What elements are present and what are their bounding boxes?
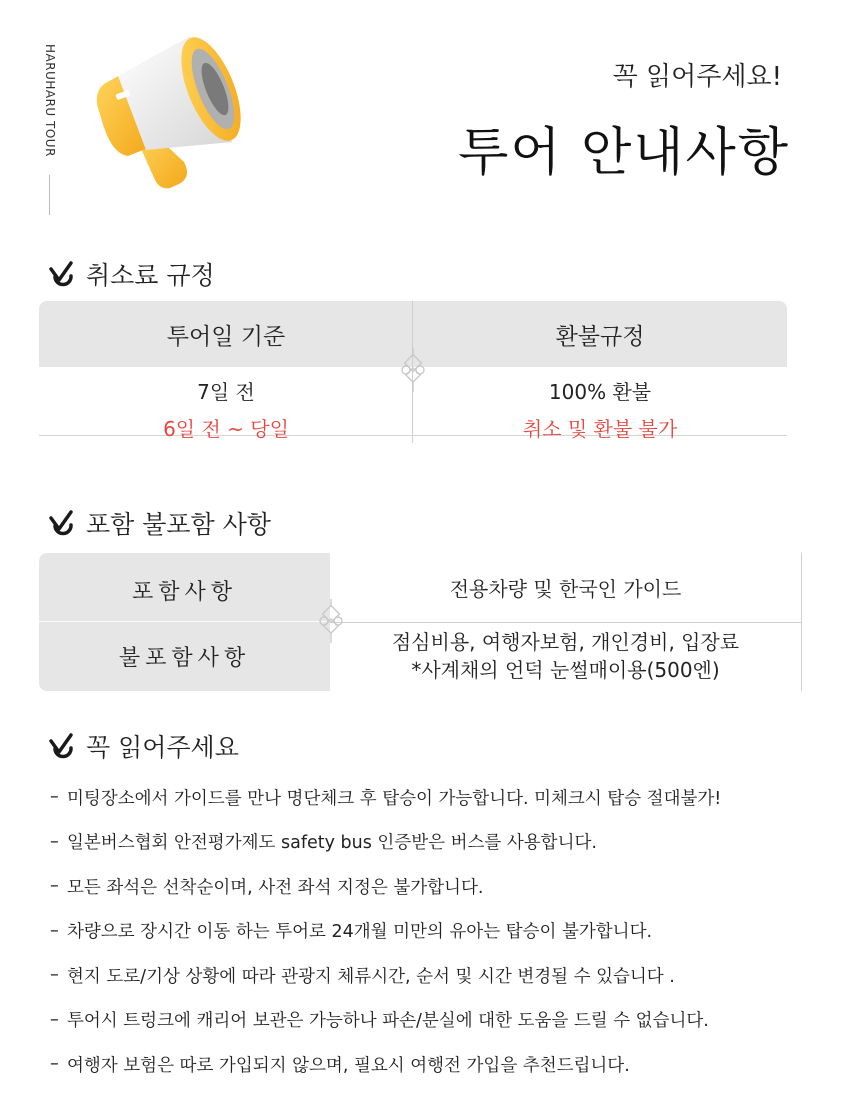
header-subtitle: 꼭 읽어주세요! [612,62,782,92]
page-title: 투어 안내사항 [458,123,790,183]
refund-column [413,367,787,441]
list-item [50,1042,721,1087]
dash-bullet: – [50,1054,59,1075]
list-item-text: 미팅장소에서 가이드를 만나 명단체크 후 탑승이 가능합니다. 미체크시 탑승 절대불가! [67,788,722,809]
list-item-text: 여행자 보험은 따로 가입되지 않으며, 필요시 여행전 가입을 추천드립니다. [67,1055,630,1076]
section-title: 포함 불포함 사항 [86,510,271,539]
list-item [50,820,721,865]
excluded-label: 불포함사항 [118,646,251,671]
dash-bullet: – [50,965,59,986]
list-item-text: 모든 좌석은 선착순이며, 사전 좌석 지정은 불가합니다. [67,877,484,898]
cancellation-table [39,301,787,443]
list-item-text: 차량으로 장시간 이동 하는 투어로 24개월 미만의 유아는 탑승이 불가합니다. [67,922,653,943]
list-item-text: 일본버스협회 안전평가제도 safety bus 인증받은 버스를 사용합니다. [67,833,597,854]
included-label: 포함사항 [131,580,237,605]
check-icon [48,733,74,759]
ornament-knot-icon [318,599,344,643]
section-heading-cancel [48,256,215,292]
list-item [50,864,721,909]
brand-divider [49,175,50,215]
included-value: 전용차량 및 한국인 가이드 [330,553,801,623]
dash-bullet: – [50,920,59,941]
table-cell: 취소 및 환불 불가 [522,417,678,441]
list-item [50,775,721,820]
notice-list [50,775,721,1087]
list-item [50,909,721,954]
list-item-text: 현지 도로/기상 상황에 따라 관광지 체류시간, 순서 및 시간 변경될 수 있습니다 . [67,966,675,987]
dash-bullet: – [50,831,59,852]
dash-bullet: – [50,876,59,897]
table-cell: 6일 전 ~ 당일 [163,417,289,441]
excluded-line: *사계채의 언덕 눈썰매이용(500엔) [411,658,720,682]
inclusion-table [39,553,802,691]
dash-bullet: – [50,787,59,808]
megaphone-icon [82,22,257,197]
table-cell: 100% 환불 [548,380,652,404]
basis-column [39,367,413,441]
list-item [50,998,721,1043]
section-heading-notice [48,728,239,764]
list-item-text: 투어시 트렁크에 캐리어 보관은 가능하나 파손/분실에 대한 도움을 드릴 수 없습니다. [67,1011,709,1032]
excluded-value [330,628,801,684]
row-divider [39,621,330,622]
excluded-line: 점심비용, 여행자보험, 개인경비, 입장료 [391,630,740,654]
check-icon [48,261,74,287]
list-item [50,953,721,998]
section-title: 취소료 규정 [86,261,215,290]
section-heading-inclusion [48,505,271,541]
inclusion-values [330,553,802,691]
table-cell: 7일 전 [197,380,255,404]
column-header-refund: 환불규정 [555,323,645,350]
ornament-knot-icon [400,348,426,392]
brand-vertical-text: HARUHARU TOUR [43,44,57,157]
check-icon [48,510,74,536]
dash-bullet: – [50,1009,59,1030]
inclusion-labels [39,553,330,691]
column-header-basis: 투어일 기준 [166,323,286,350]
section-title: 꼭 읽어주세요 [86,733,239,762]
